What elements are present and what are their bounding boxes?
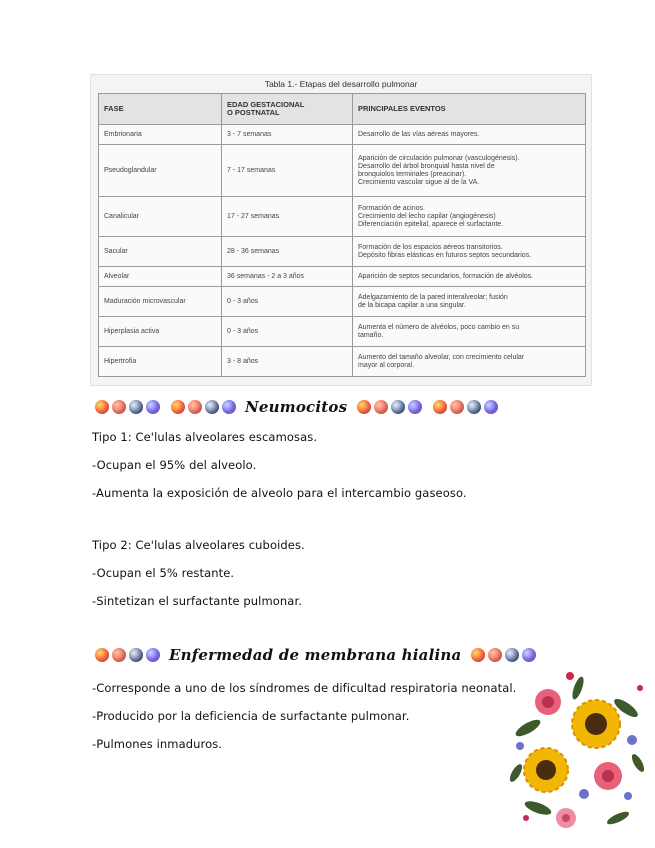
cell-edad: 3 - 8 años: [222, 347, 353, 377]
decorative-dot-icon: [112, 400, 126, 414]
cell-eventos: Desarrollo de las vías aéreas mayores.: [353, 125, 586, 145]
cell-eventos: Formación de los espacios aéreos transitorios. Depósito fibras elásticas en futuros septos secundarios.: [353, 237, 586, 267]
cell-eventos: Formación de acinos. Crecimiento del lecho capilar (angiogénesis) Diferenciación epitelial, aparece el surfactante.: [353, 197, 586, 237]
decorative-dot-icon: [374, 400, 388, 414]
cell-fase: Pseudoglandular: [99, 145, 222, 197]
decorative-dot-icon: [488, 648, 502, 662]
cell-fase: Maduración microvascular: [99, 287, 222, 317]
table-row: [99, 267, 586, 287]
neumocitos-line: Tipo 1: Ce'lulas alveolares escamosas.: [92, 430, 318, 444]
header-edad: EDAD GESTACIONAL O POSTNATAL: [222, 94, 353, 125]
sunflower-icon: [524, 748, 568, 792]
membrana-hialina-title: Enfermedad de membrana hialina: [169, 646, 462, 664]
decorative-dot-icon: [146, 648, 160, 662]
cell-fase: Hipertrofia: [99, 347, 222, 377]
decorative-dot-icon: [95, 648, 109, 662]
decorative-dot-icon: [433, 400, 447, 414]
sunflower-icon: [572, 700, 620, 748]
decorative-dot-icon: [112, 648, 126, 662]
neumocitos-line: -Aumenta la exposición de alveolo para el intercambio gaseoso.: [92, 486, 467, 500]
cell-edad: 3 - 7 semanas: [222, 125, 353, 145]
header-fase: FASE: [99, 94, 222, 125]
table-row: [99, 125, 586, 145]
table-row: [99, 145, 586, 197]
rose-icon: [535, 689, 561, 715]
cell-edad: 28 - 36 semanas: [222, 237, 353, 267]
decorative-dot-icon: [408, 400, 422, 414]
membrana-hialina-line: -Pulmones inmaduros.: [92, 737, 223, 751]
cell-fase: Canalicular: [99, 197, 222, 237]
table-row: [99, 347, 586, 377]
neumocitos-title: Neumocitos: [245, 398, 348, 416]
neumocitos-line: -Ocupan el 5% restante.: [92, 566, 235, 580]
cell-edad: 7 - 17 semanas: [222, 145, 353, 197]
neumocitos-banner: [95, 395, 501, 419]
table-row: [99, 287, 586, 317]
decorative-dot-icon: [471, 648, 485, 662]
floral-bouquet-illustration: [508, 668, 648, 833]
cell-eventos: Adelgazamiento de la pared interalveolar; fusión de la bicapa capilar a una singular.: [353, 287, 586, 317]
neumocitos-line: Tipo 2: Ce'lulas alveolares cuboides.: [92, 538, 305, 552]
decorative-dot-icon: [171, 400, 185, 414]
neumocitos-line: -Ocupan el 95% del alveolo.: [92, 458, 257, 472]
cell-edad: 0 - 3 años: [222, 317, 353, 347]
cell-eventos: Aumento del tamaño alveolar, con crecimiento celular mayor al corporal.: [353, 347, 586, 377]
decorative-dot-icon: [95, 400, 109, 414]
decorative-dot-icon: [522, 648, 536, 662]
decorative-dot-icon: [188, 400, 202, 414]
table-caption: Tabla 1.- Etapas del desarrollo pulmonar: [264, 79, 418, 89]
rose-icon: [594, 762, 622, 790]
decorative-dot-icon: [129, 648, 143, 662]
cell-eventos: Aparición de septos secundarios, formación de alvéolos.: [353, 267, 586, 287]
decorative-dot-icon: [205, 400, 219, 414]
decorative-dot-icon: [222, 400, 236, 414]
decorative-dot-icon: [505, 648, 519, 662]
cell-edad: 17 - 27 semanas: [222, 197, 353, 237]
cell-fase: Embrionaria: [99, 125, 222, 145]
decorative-dot-icon: [450, 400, 464, 414]
cell-edad: 0 - 3 años: [222, 287, 353, 317]
cell-eventos: Aparición de circulación pulmonar (vasculogénesis). Desarrollo del árbol bronquial hasta nivel de bronquiolos terminales (preacinar). Crecimiento vascular sigue al de la VA.: [353, 145, 586, 197]
cell-eventos: Aumenta el número de alvéolos, poco cambio en su tamaño.: [353, 317, 586, 347]
decorative-dot-icon: [357, 400, 371, 414]
cell-fase: Sacular: [99, 237, 222, 267]
leaves: [508, 675, 646, 826]
table-row: [99, 197, 586, 237]
membrana-hialina-line: -Corresponde a uno de los síndromes de dificultad respiratoria neonatal.: [92, 681, 517, 695]
decorative-dot-icon: [391, 400, 405, 414]
cell-fase: Alveolar: [99, 267, 222, 287]
cell-fase: Hiperplasia activa: [99, 317, 222, 347]
cell-edad: 36 semanas - 2 a 3 años: [222, 267, 353, 287]
rose-icon: [556, 808, 576, 828]
membrana-hialina-line: -Producido por la deficiencia de surfactante pulmonar.: [92, 709, 410, 723]
decorative-dot-icon: [146, 400, 160, 414]
table-row: [99, 317, 586, 347]
header-eventos: PRINCIPALES EVENTOS: [353, 94, 586, 125]
decorative-dot-icon: [467, 400, 481, 414]
decorative-dot-icon: [129, 400, 143, 414]
table-row: [99, 237, 586, 267]
table-header-row: [99, 94, 586, 125]
decorative-dot-icon: [484, 400, 498, 414]
development-table: [98, 93, 586, 377]
neumocitos-line: -Sintetizan el surfactante pulmonar.: [92, 594, 302, 608]
development-table-figure: [90, 74, 592, 386]
membrana-hialina-banner: [95, 643, 539, 667]
